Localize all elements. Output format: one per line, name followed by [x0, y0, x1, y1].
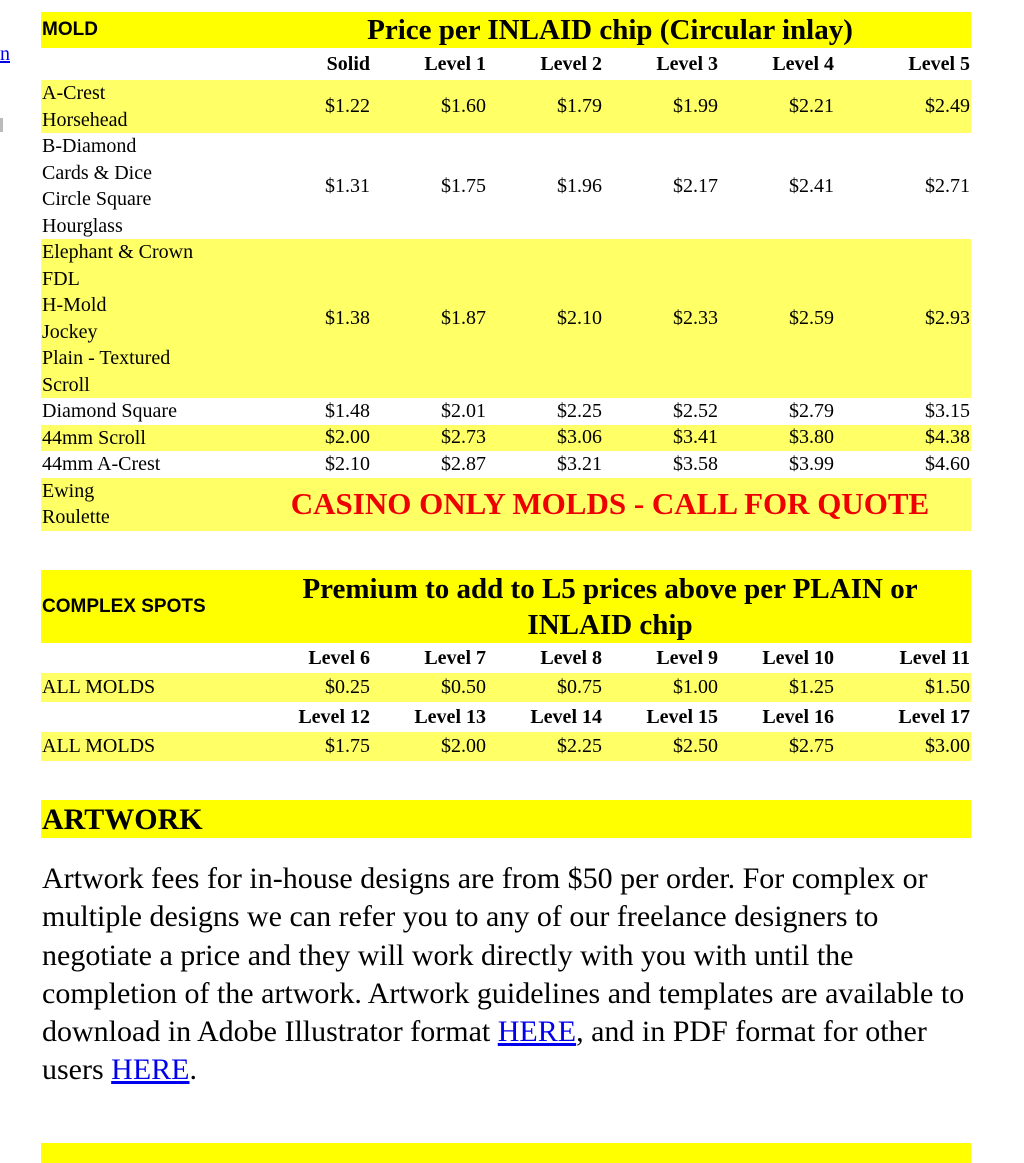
level-header: Level 8 [540, 647, 602, 669]
complex-spots-table [41, 570, 971, 761]
price-cell: $2.25 [557, 735, 602, 757]
price-cell: $2.52 [673, 399, 718, 422]
mold-name: 44mm A-Crest [42, 453, 161, 475]
price-cell: $3.80 [789, 426, 834, 449]
illustrator-templates-link[interactable]: HERE [497, 1015, 577, 1049]
price-cell: $2.33 [673, 307, 718, 329]
empty-cell [41, 643, 249, 673]
price-cell: $1.50 [925, 676, 971, 698]
level-header: Level 11 [899, 647, 971, 669]
price-cell: $3.00 [925, 735, 971, 757]
column-header: Level 2 [540, 53, 602, 75]
price-cell: $3.58 [673, 452, 718, 475]
price-cell: $1.38 [325, 307, 370, 329]
price-cell: $1.79 [557, 95, 602, 117]
price-cell: $0.25 [325, 676, 370, 698]
table-row [41, 80, 971, 133]
table-row [41, 239, 971, 398]
column-header: Level 1 [424, 53, 486, 75]
edge-link[interactable]: n [0, 43, 10, 65]
edge-mark [0, 118, 3, 132]
mold-name: Ewing [42, 479, 95, 502]
price-cell: $3.06 [557, 426, 602, 449]
price-table-title: Price per INLAID chip (Circular inlay) [367, 13, 853, 46]
column-header: Solid [326, 53, 370, 75]
price-cell: $2.59 [789, 307, 834, 329]
price-cell: $4.38 [925, 426, 971, 449]
mold-name: Elephant & Crown [42, 241, 194, 263]
price-cell: $1.75 [325, 735, 370, 757]
price-cell: $2.00 [325, 426, 370, 449]
empty-cell [41, 48, 249, 80]
complex-spots-title: Premium to add to L5 prices above per PLAIN or INLAID chip [302, 572, 918, 641]
artwork-description [42, 860, 977, 1090]
price-cell: $2.01 [441, 399, 486, 422]
table-row [41, 451, 971, 478]
price-cell: $2.79 [789, 399, 834, 422]
mold-names [41, 239, 249, 398]
price-cell: $1.75 [441, 174, 486, 197]
table-row [41, 425, 971, 452]
price-cell: $1.25 [789, 676, 834, 698]
mold-header: MOLD [42, 19, 98, 40]
artwork-text-part1: Artwork fees for in-house designs are from $50 per order. For complex or multiple designs we can refer you to any of our freelance designers to negotiate a price and they will work directly with you with until the completion of the artwork. Artwork guidelines and templates are available to download in Adobe Illustrator format [42, 862, 965, 1049]
mold-name: Horsehead [42, 108, 128, 131]
level-header: Level 14 [530, 706, 602, 728]
price-cell: $1.99 [673, 95, 718, 117]
price-table [41, 12, 971, 531]
price-table-header-row [41, 12, 971, 48]
complex-spots-header: COMPLEX SPOTS [42, 595, 206, 617]
price-cell: $2.10 [325, 452, 370, 475]
mold-name: Scroll [42, 373, 90, 396]
price-cell: $2.50 [673, 735, 718, 757]
price-cell: $1.00 [673, 676, 718, 698]
mold-names [41, 451, 249, 478]
price-cell: $2.17 [673, 174, 718, 197]
price-cell: $2.10 [557, 307, 602, 329]
mold-name: Hourglass [42, 214, 123, 237]
price-cell: $2.41 [789, 174, 834, 197]
level-header: Level 9 [656, 647, 718, 669]
mold-names [41, 80, 249, 133]
mold-label: ALL MOLDS [42, 735, 156, 758]
mold-name: 44mm Scroll [42, 426, 146, 449]
price-cell: $2.73 [441, 426, 486, 449]
casino-row [41, 478, 971, 531]
price-cell: $3.21 [557, 452, 602, 475]
level-header: Level 17 [898, 706, 971, 728]
price-cell: $2.93 [925, 307, 971, 329]
price-cell: $2.00 [441, 735, 486, 757]
artwork-text-part3: . [189, 1053, 197, 1087]
price-cell: $3.99 [789, 452, 834, 475]
level-header: Level 12 [298, 706, 370, 728]
mold-name: Plain - Textured [42, 347, 171, 369]
pdf-templates-link[interactable]: HERE [111, 1053, 190, 1087]
level-header: Level 13 [414, 706, 486, 728]
level-header-row [41, 702, 971, 732]
mold-names [41, 425, 249, 452]
price-table-column-row [41, 48, 971, 80]
level-header: Level 6 [308, 647, 370, 669]
price-table-body [41, 12, 971, 531]
price-cell: $2.25 [557, 399, 602, 422]
price-cell: $2.49 [925, 95, 971, 117]
mold-name: H-Mold [42, 294, 107, 316]
complex-spots-table-body [41, 570, 971, 761]
artwork-heading-bar [41, 800, 971, 838]
table-row [41, 398, 971, 425]
price-cell: $1.22 [325, 95, 370, 117]
column-header: Level 5 [908, 53, 971, 75]
level-header: Level 16 [762, 706, 834, 728]
price-cell: $3.15 [925, 399, 971, 422]
price-cell: $2.71 [925, 174, 971, 197]
next-section-bar [41, 1143, 971, 1163]
artwork-text-part2: , and in PDF format for other users [42, 1015, 927, 1087]
table-row [41, 133, 971, 239]
level-header: Level 10 [762, 647, 834, 669]
mold-names [41, 478, 249, 531]
table-row [41, 673, 971, 702]
price-cell: $1.60 [441, 95, 486, 117]
empty-cell [41, 702, 249, 732]
price-cell: $1.96 [557, 174, 602, 197]
mold-name: Cards & Dice [42, 161, 152, 184]
mold-name: Circle Square [42, 188, 152, 210]
mold-names [41, 133, 249, 239]
price-cell: $1.48 [325, 399, 370, 422]
price-cell: $1.87 [441, 307, 486, 329]
mold-name: Jockey [42, 320, 98, 343]
casino-quote-message: CASINO ONLY MOLDS - CALL FOR QUOTE [290, 486, 930, 521]
price-cell: $2.21 [789, 95, 834, 117]
mold-label: ALL MOLDS [42, 676, 156, 699]
mold-name: A-Crest [42, 82, 106, 104]
price-cell: $2.87 [441, 452, 486, 475]
mold-name: Diamond Square [42, 400, 177, 422]
price-cell: $0.50 [441, 676, 486, 698]
price-cell: $3.41 [673, 426, 718, 449]
level-header: Level 15 [646, 706, 718, 728]
level-header: Level 7 [424, 647, 486, 669]
mold-name: FDL [42, 267, 80, 290]
price-cell: $0.75 [557, 676, 602, 698]
artwork-heading: ARTWORK [42, 803, 203, 836]
column-header: Level 4 [772, 53, 834, 75]
price-cell: $2.75 [789, 735, 834, 757]
table-row [41, 732, 971, 761]
level-header-row [41, 643, 971, 673]
price-cell: $1.31 [325, 174, 370, 197]
column-header: Level 3 [656, 53, 718, 75]
mold-name: Roulette [42, 506, 110, 528]
complex-spots-header-row [41, 570, 971, 643]
mold-name: B-Diamond [42, 135, 137, 157]
price-cell: $4.60 [925, 452, 971, 475]
mold-names [41, 398, 249, 425]
